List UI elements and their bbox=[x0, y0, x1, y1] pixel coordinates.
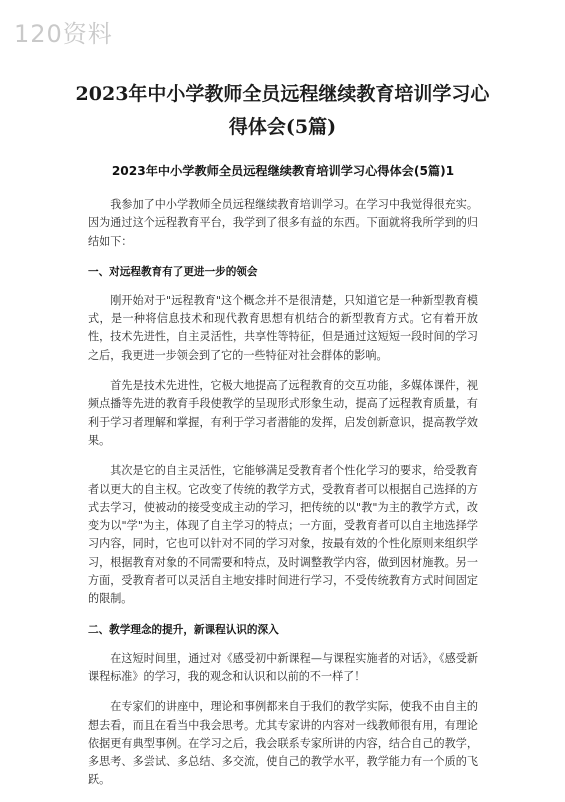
paragraph: 刚开始对于"远程教育"这个概念并不是很清楚，只知道它是一种新型教育模式，是一种将信息技术和现代教育思想有机结合的新型教育方式。它有着开放性，技术先进性，自主灵活性，共享性等特征，但是通过这短短一段时间的学习之后，我更进一步领会到了它的一些特征对社会群体的影响。 bbox=[88, 293, 478, 362]
paragraph: 在专家们的讲座中，理论和事例都来自于我们的教学实际，使我不由自主的想去看，而且在看当中我会思考。尤其专家讲的内容对一线教师很有用，有理论依据更有典型事例。在学习之后，我会联系专家所讲的内容，结合自己的教学，多思考、多尝试、多总结、多交流，使自己的教学水平，教学能力有一个质的飞跃。 bbox=[88, 700, 478, 787]
paragraph: 在这短时间里，通过对《感受初中新课程—与课程实施者的对话》，《感受新课程标准》的学习，我的观念和认识和以前的不一样了！ bbox=[88, 651, 478, 683]
document-title: 2023年中小学教师全员远程继续教育培训学习心得体会(5篇) bbox=[75, 83, 490, 138]
section-title: 2023年中小学教师全员远程继续教育培训学习心得体会(5篇)1 bbox=[111, 164, 455, 178]
watermark-logo: 120资料 bbox=[14, 20, 113, 48]
paragraph: 其次是它的自主灵活性，它能够满足受教育者个性化学习的要求，给受教育者以更大的自主权。它改变了传统的教学方式，受教育者可以根据自己选择的方式去学习，使被动的接受变成主动的学习，把传统的以"教"为主的教学方式，改变为以"学"为主，体现了自主学习的特点；一方面，受教育者可以自主地选择学习内容，同时，它也可以针对不同的学习对象，按最有效的个性化原则来组织学习，根据教育对象的不同需要和特点，及时调整教学内容，做到因材施教。另一方面，受教育者可以灵活自主地安排时间进行学习，不受传统教育方式时间固定的限制。 bbox=[88, 464, 478, 606]
document-body bbox=[88, 162, 478, 802]
heading-remote-education: 一、对远程教育有了更进一步的领会 bbox=[88, 265, 258, 278]
paragraph-intro: 我参加了中小学教师全员远程继续教育培训学习。在学习中我觉得很充实。因为通过这个远程教育平台，我学到了很多有益的东西。下面就将我所学到的归结如下： bbox=[88, 198, 478, 248]
heading-teaching-concept: 二、教学理念的提升，新课程认识的深入 bbox=[88, 623, 279, 636]
paragraph: 首先是技术先进性，它极大地提高了远程教育的交互功能，多媒体课件，视频点播等先进的教育手段使教学的呈现形式形象生动，提高了远程教育质量，有利于学习者理解和掌握，有利于学习者潜能的发挥，启发创新意识，提高教学效果。 bbox=[88, 379, 478, 447]
